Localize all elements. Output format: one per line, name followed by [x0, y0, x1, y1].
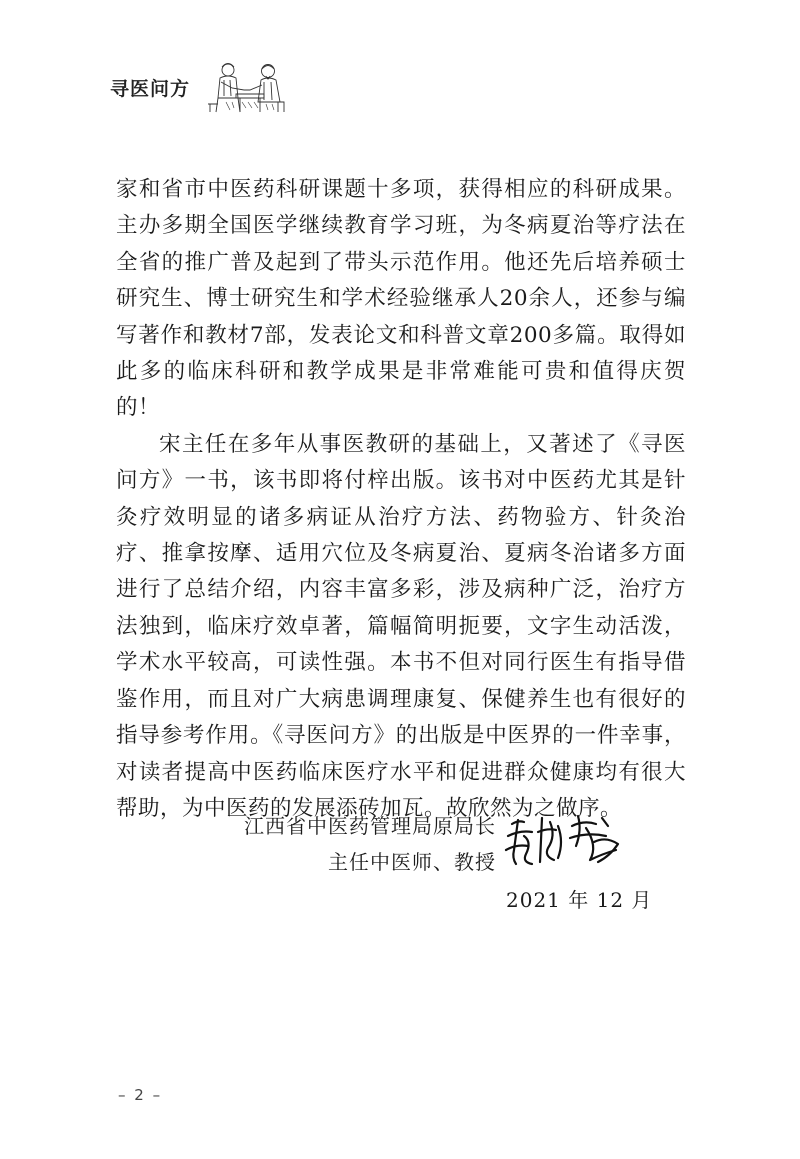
author-credentials: 主任中医师、教授: [328, 850, 496, 874]
preface-date: 2021 年 12 月: [506, 888, 653, 912]
author-title: 江西省中医药管理局原局长: [244, 814, 496, 838]
body-paragraph: 宋主任在多年从事医教研的基础上，又著述了《寻医问方》一书，该书即将付梓出版。该书对中医药尤其是针灸疗效明显的诸多病证从治疗方法、药物验方、针灸治疗、推拿按摩、适用穴位及冬病夏治、夏病冬治诸多方面进行了总结介绍，内容丰富多彩，涉及病种广泛，治疗方法独到，临床疗效卓著，篇幅简明扼要，文字生动活泼，学术水平较高，可读性强。本书不但对同行医生有指导借鉴作用，而且对广大病患调理康复、保健养生也有很好的指导参考作用。《寻医问方》的出版是中医界的一件幸事，对读者提高中医药临床医疗水平和促进群众健康均有很大帮助，为中医药的发展添砖加瓦。故欣然为之做序。: [116, 431, 686, 821]
doctor-consultation-illustration: [206, 58, 290, 114]
book-title: 寻医问方: [110, 78, 191, 100]
handwritten-signature: [498, 806, 628, 876]
body-paragraph: 家和省市中医药科研课题十多项，获得相应的科研成果。主办多期全国医学继续教育学习班，为冬病夏治等疗法在全省的推广普及起到了带头示范作用。他还先后培养硕士研究生、博士研究生和学术经验继承人20余人，还参与编写著作和教材7部，发表论文和科普文章200多篇。取得如此多的临床科研和教学成果是非常难能可贵和值得庆贺的！: [116, 177, 686, 421]
signature-block: [0, 806, 800, 916]
preface-body: [116, 172, 686, 827]
running-header: [110, 58, 310, 116]
page-number: – 2 –: [118, 1086, 163, 1104]
